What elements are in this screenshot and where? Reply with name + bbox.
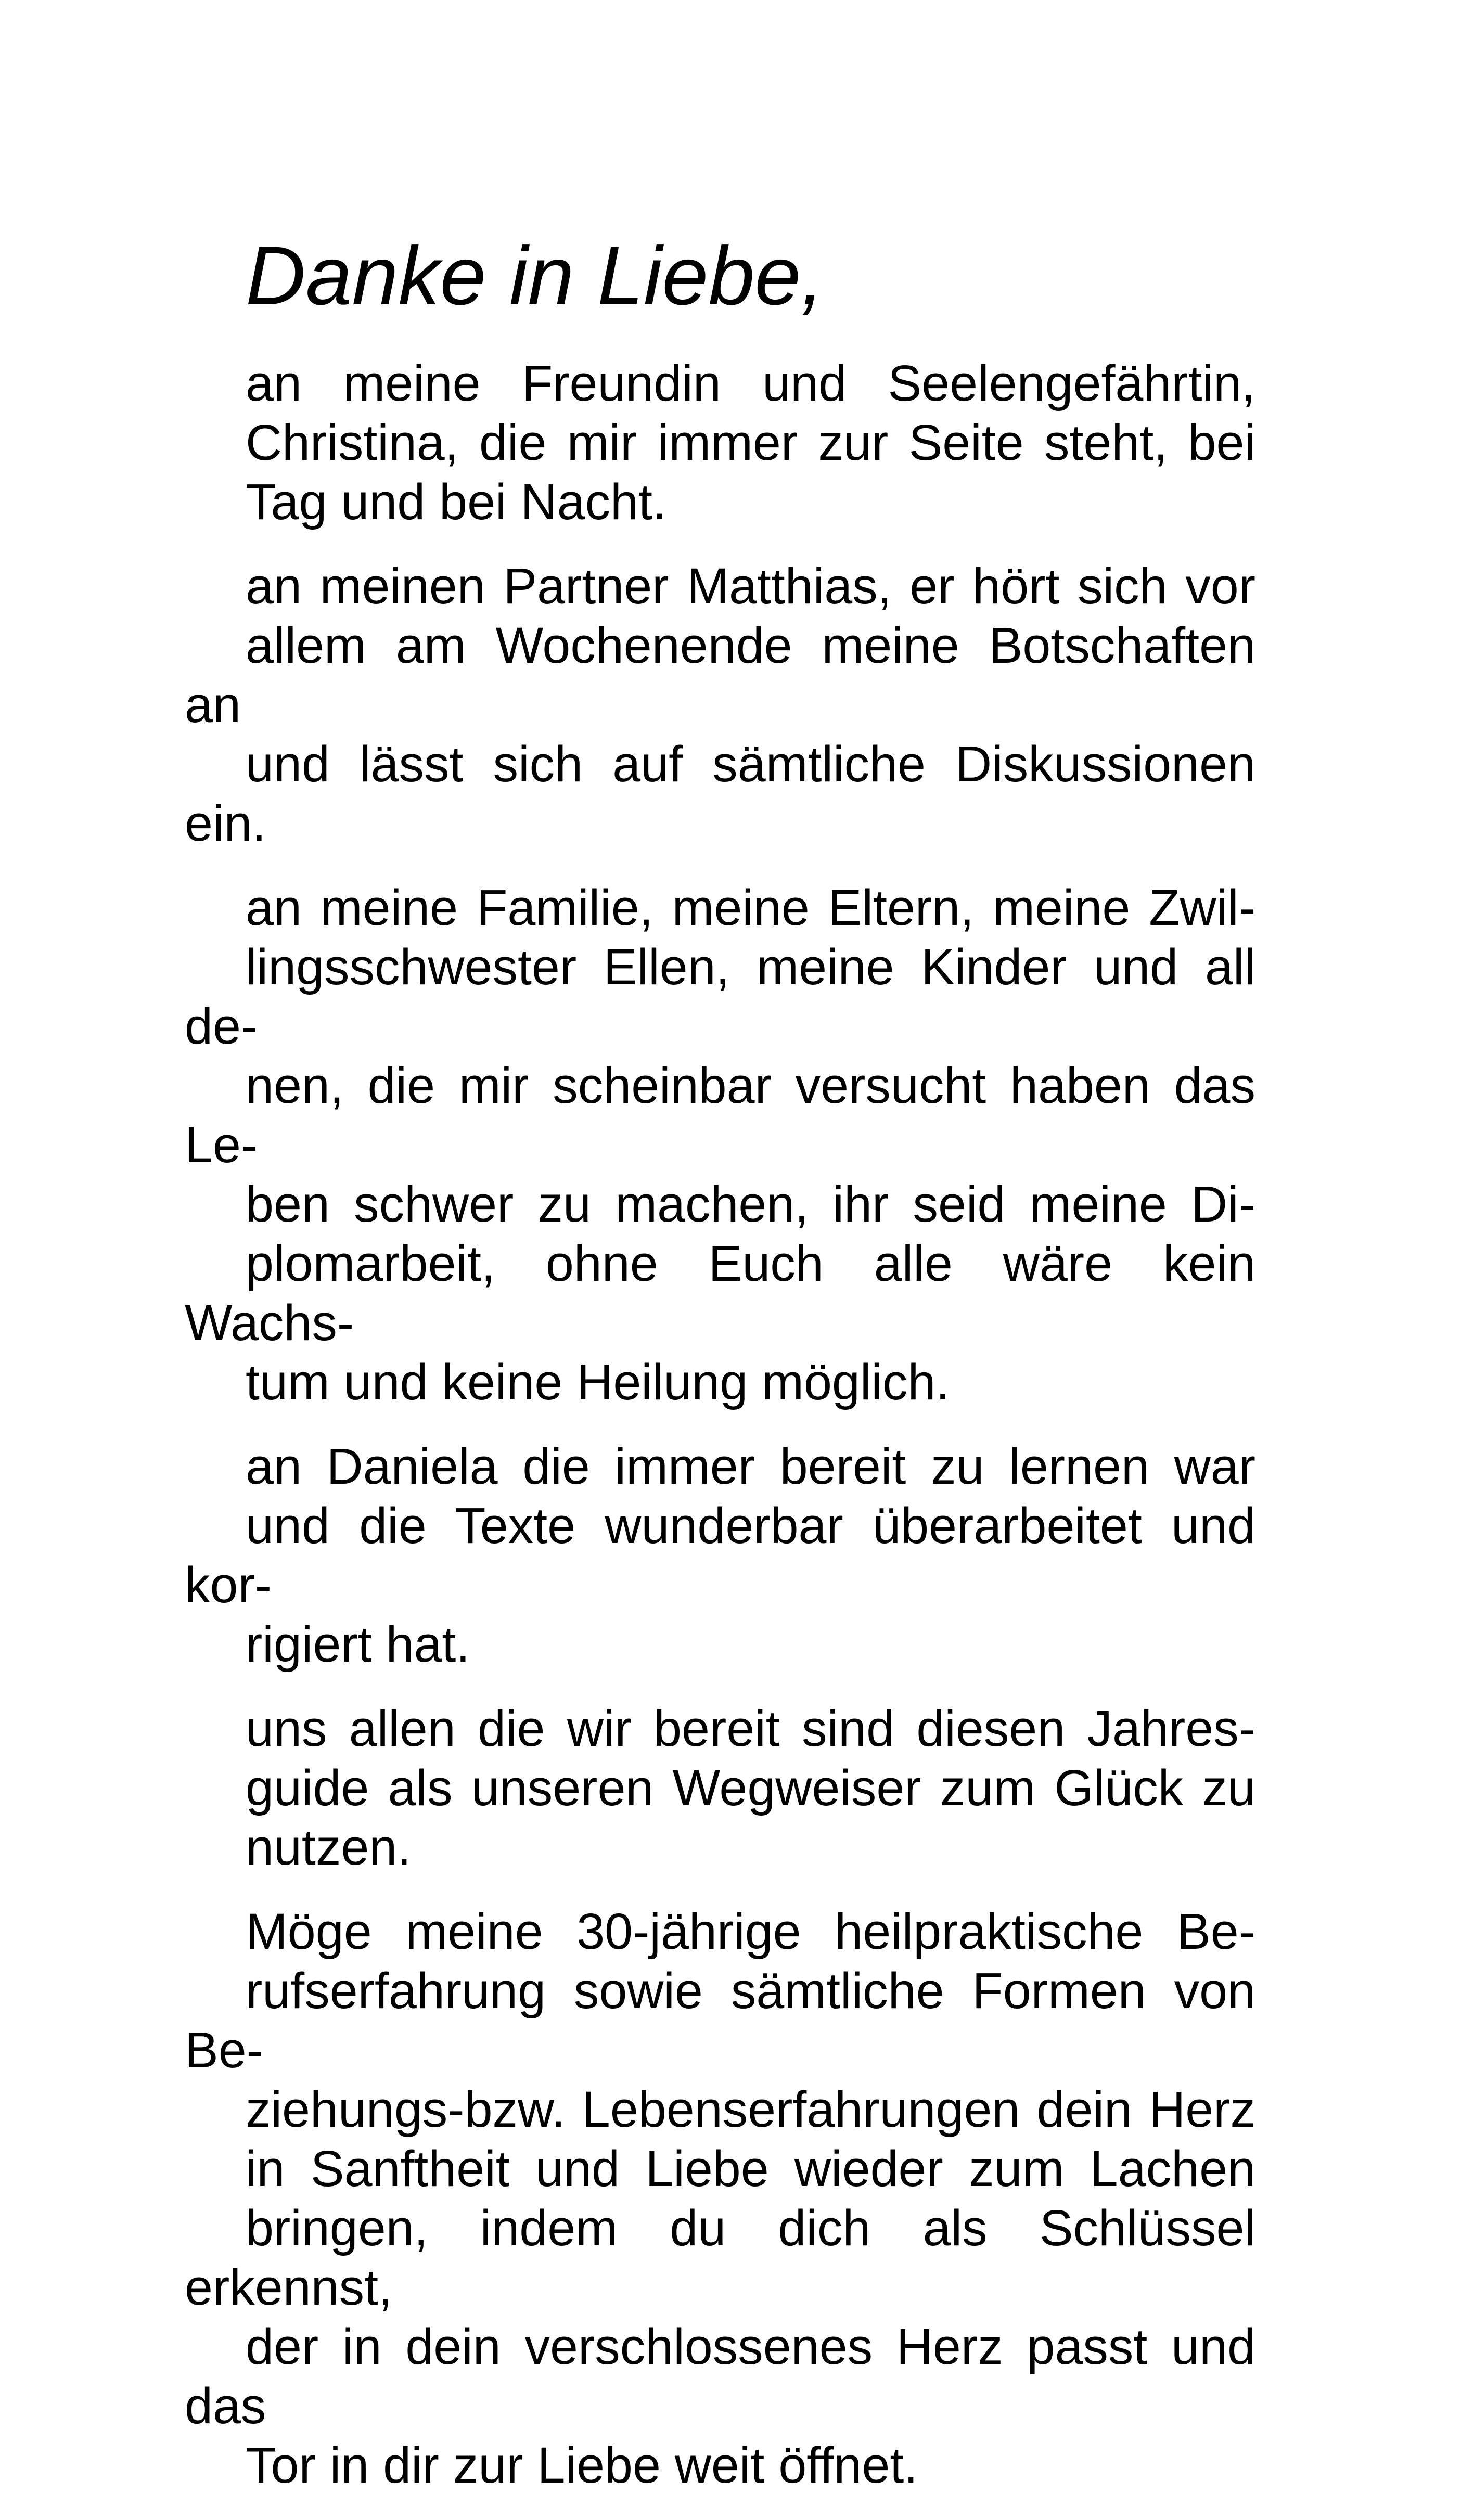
text-line: lingsschwester Ellen, meine Kinder und all de- [185, 938, 1255, 1055]
paragraph-matthias [185, 557, 1255, 853]
paragraph-daniela [185, 1437, 1255, 1674]
paragraph-family [185, 878, 1255, 1412]
text-line: allem am Wochenende meine Botschaften an [185, 617, 1255, 733]
text-line: der in dein verschlossenes Herz passt und das [185, 2318, 1255, 2434]
dedication-page [185, 224, 1255, 2520]
text-line: plomarbeit, ohne Euch alle wäre kein Wachs- [185, 1235, 1255, 1351]
paragraph-closing-wish [185, 1902, 1255, 2495]
text-line: ben schwer zu machen, ihr seid meine Di- [246, 1176, 1255, 1232]
text-line: Christina, die mir immer zur Seite steht, bei [246, 414, 1255, 471]
text-line: an meine Familie, meine Eltern, meine Zwil- [246, 879, 1255, 936]
text-line: uns allen die wir bereit sind diesen Jahres- [246, 1700, 1255, 1757]
text-line: an meinen Partner Matthias, er hört sich vor [246, 558, 1255, 614]
text-line: bringen, indem du dich als Schlüssel erkennst, [185, 2200, 1255, 2316]
paragraph-everyone [185, 1699, 1255, 1877]
text-line: an meine Freundin und Seelengefährtin, [246, 355, 1255, 412]
text-line: rigiert hat. [246, 1616, 470, 1673]
text-line: nutzen. [246, 1819, 412, 1875]
text-line: und lässt sich auf sämtliche Diskussionen ein. [185, 736, 1255, 852]
text-line: rufserfahrung sowie sämtliche Formen von Be- [185, 1962, 1255, 2078]
text-line: an Daniela die immer bereit zu lernen war [246, 1438, 1255, 1495]
text-line: tum und keine Heilung möglich. [246, 1354, 950, 1410]
text-line: und die Texte wunderbar überarbeitet und kor- [185, 1497, 1255, 1613]
text-line: guide als unseren Wegweiser zum Glück zu [246, 1759, 1255, 1816]
text-line: in Sanftheit und Liebe wieder zum Lachen [246, 2140, 1255, 2197]
text-line: ziehungs-bzw. Lebenserfahrungen dein Herz [246, 2081, 1255, 2138]
paragraph-christina [185, 354, 1255, 532]
text-line: Tag und bei Nacht. [246, 473, 666, 530]
text-line: nen, die mir scheinbar versucht haben das Le- [185, 1057, 1255, 1173]
text-line: Möge meine 30-jährige heilpraktische Be- [246, 1903, 1255, 1960]
text-line: Tor in dir zur Liebe weit öffnet. [246, 2437, 918, 2493]
page-title: Danke in Liebe, [246, 229, 824, 322]
